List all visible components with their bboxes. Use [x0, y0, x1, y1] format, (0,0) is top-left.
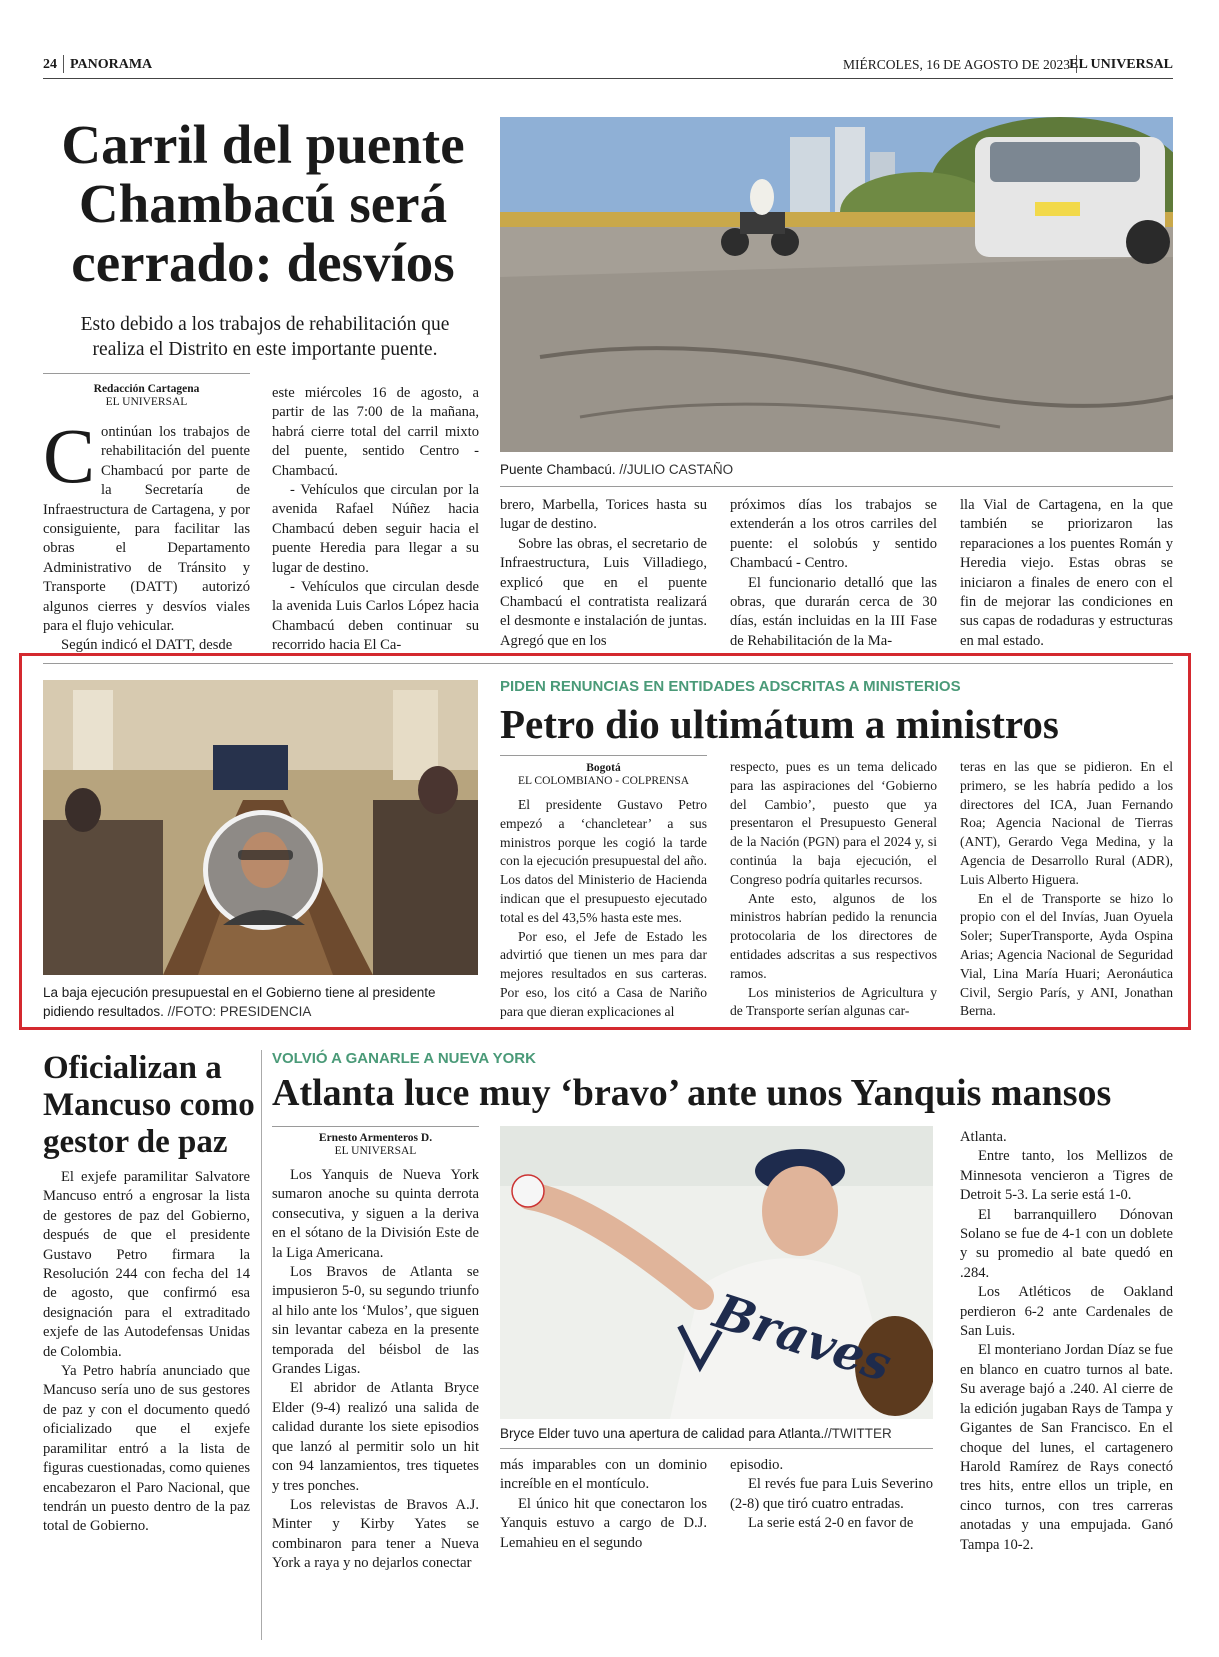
petro-byline-rule [500, 755, 707, 756]
chambacu-column-2 [272, 384, 479, 656]
paragraph: Los Atléticos de Oakland perdieron 6-2 ante Cardenales de San Luis. [960, 1284, 1173, 1340]
newspaper-name: EL UNIVERSAL [1069, 57, 1173, 72]
paragraph: Sobre las obras, el secretario de Infraestructura, Luis Villadiego, explicó que en el puente Chambacú el contratista realizará el desmonte e instalación de juntas. Agregó que en los [500, 535, 707, 649]
chambacu-bridge-photo [500, 117, 1173, 452]
mancuso-headline [43, 1050, 258, 1161]
petro-kicker: PIDEN RENUNCIAS EN ENTIDADES ADSCRITAS A MINISTERIOS [500, 678, 961, 695]
paragraph: - Vehículos que circulan por la avenida Rafael Núñez hacia Chambacú deben seguir hacia el puente Heredia para llegar a su lugar de destino. [272, 482, 479, 576]
story-chambacu-subhead: Esto debido a los trabajos de rehabilitación que realiza el Distrito en este importante puente. [80, 314, 450, 360]
pitcher-scene-image [500, 1126, 933, 1419]
byline-author: Redacción Cartagena [93, 383, 200, 395]
headline-line: cerrado: desvíos [71, 232, 455, 293]
atlanta-photo-rule [500, 1448, 933, 1449]
paragraph: ontinúan los trabajos de rehabilitación del puente Chambacú por parte de la Secretaría de Infraestructura de Cartagena, y por consiguiente, para facilitar las obras el Departamento Administrativo de Tránsito y Transporte (DATT) autorizó algunos cierres y desvíos viales para el flujo vehicular. [43, 424, 250, 635]
atlanta-headline: Atlanta luce muy ‘bravo’ ante unos Yanquis mansos [272, 1072, 1112, 1114]
headline-line: gestor de paz [43, 1124, 228, 1160]
paragraph: Ya Petro habría anunciado que Mancuso sería uno de sus gestores de paz y con el documento quedó oficializado que el exjefe paramilitar entró a la lista de figuras cuestionadas, como quienes encabezaron el Paro Nacional, que tendrán un puesto dentro de la paz total de Gobierno. [43, 1363, 250, 1535]
atlanta-kicker: VOLVIÓ A GANARLE A NUEVA YORK [272, 1050, 536, 1067]
paragraph: Según indicó el DATT, desde [61, 637, 233, 654]
chambacu-column-1 [43, 412, 250, 656]
paragraph: En el de Transporte se hizo lo propio con el del Invías, Juan Oyuela Soler; SuperTransporte, Ayda Ospina Arias; Agencia Nacional de Seguridad Vial, Lina María Huari; Aeronáutica Civil, Sergio París, y ANI, Jonathan Berna. [960, 890, 1173, 1019]
headline-line: Oficializan a [43, 1050, 222, 1086]
petro-headline: Petro dio ultimátum a ministros [500, 701, 1059, 747]
chambacu-photo-rule [500, 486, 1173, 487]
paragraph: Los ministerios de Agricultura y de Transporte serían algunas car- [730, 984, 937, 1019]
page-number: 24 [43, 57, 57, 72]
jersey-text: Braves [707, 1283, 898, 1394]
page-header [43, 55, 1173, 75]
paragraph: más imparables con un dominio increíble en el montículo. [500, 1457, 707, 1493]
paragraph: respecto, pues es un tema delicado para las aspiraciones del ‘Gobierno del Cambio’, puesto que ya presentaron el Presupuesto General de la Nación (PGN) para el 2024 y, si continúa la baja ejecución, el Congreso podría quitarles recursos. [730, 759, 937, 887]
atlanta-column-3 [730, 1456, 933, 1534]
paragraph: Atlanta. [960, 1129, 1007, 1145]
bridge-scene-image [500, 117, 1173, 452]
paragraph: Por eso, el Jefe de Estado les advirtió que tienen un mes para dar mejores resultados en sus carteras. Por eso, los citó a Casa de Nariño para que dieran explicaciones al [500, 928, 707, 1019]
atlanta-column-1 [272, 1166, 479, 1574]
petro-column-2 [730, 758, 937, 1021]
photo-credit: //TWITTER [824, 1426, 892, 1441]
bryce-elder-photo [500, 1126, 933, 1419]
photo-credit: //FOTO: PRESIDENCIA [163, 1004, 312, 1019]
chambacu-byline [43, 383, 250, 409]
paragraph: Los Yanquis de Nueva York sumaron anoche su quinta derrota consecutiva, y siguen a la deriva en el sótano de la División Este de la Liga Americana. [272, 1167, 479, 1261]
paragraph: este miércoles 16 de agosto, a partir de las 7:00 de la mañana, habrá cierre total del carril mixto del puente, sentido Centro - Chambacú. [272, 385, 479, 479]
petro-column-1 [500, 796, 707, 1022]
petro-top-rule [43, 663, 1173, 664]
story-chambacu-headline [43, 115, 483, 292]
headline-line: Mancuso como [43, 1087, 255, 1123]
caption-text: Bryce Elder tuvo una apertura de calidad para Atlanta. [500, 1426, 825, 1441]
paragraph: - Vehículos que circulan desde la avenida Luis Carlos López hacia Chambacú deben continuar su recorrido hacia El Ca- [272, 579, 479, 654]
atlanta-column-2 [500, 1456, 707, 1553]
headline-line: Carril del puente [61, 114, 465, 175]
petro-byline [500, 762, 707, 788]
paragraph: El presidente Gustavo Petro empezó a ‘chancletear’ a sus ministros porque les cogió la tarde con la ejecución presupuestal del año. Los datos del Ministerio de Hacienda indican que el presupuesto ejecutado total es del 43,5% hasta este mes. [500, 797, 707, 925]
section-name: PANORAMA [70, 57, 153, 72]
petro-meeting-photo [43, 680, 478, 975]
atlanta-column-4 [960, 1128, 1173, 1555]
meeting-scene-image [43, 680, 478, 975]
paragraph: El exjefe paramilitar Salvatore Mancuso entró a engrosar la lista de gestores de paz del Gobierno, después de que el presidente Gustavo Petro firmara la Resolución 244 con fecha del 14 de agosto, que confirmó esa designación para el extraditado exjefe de las Autodefensas Unidas de Colombia. [43, 1169, 250, 1360]
chambacu-photo-caption [500, 460, 1173, 479]
byline-author: Ernesto Armenteros D. [318, 1132, 433, 1144]
paragraph: La serie está 2-0 en favor de [748, 1515, 914, 1532]
petro-photo-caption [43, 983, 478, 1021]
petro-column-3 [960, 758, 1173, 1021]
drop-cap: C [43, 412, 96, 499]
caption-text: La baja ejecución presupuestal en el Gobierno tiene al presidente pidiendo resultados. [43, 985, 436, 1019]
byline-outlet: EL COLOMBIANO - COLPRENSA [517, 775, 690, 787]
byline-author: Bogotá [586, 762, 621, 774]
atlanta-photo-caption [500, 1424, 933, 1443]
chambacu-column-4 [730, 496, 937, 651]
paragraph: brero, Marbella, Torices hasta su lugar de destino. [500, 497, 707, 533]
paragraph: El monteriano Jordan Díaz se fue en blanco en cuatro turnos al bate. Su average bajó a .240. Al cierre de la edición jugaban Rays de Tampa y Gigantes de San Francisco. En el choque del lunes, el cartagenero Harold Ramírez de Rays conectó tres hits, entre ellos un triple, en cinco turnos, con tres carreras anotadas y una empujada. Ganó Tampa 10-2. [960, 1342, 1173, 1553]
column-divider [261, 1050, 262, 1640]
caption-text: Puente Chambacú. [500, 462, 616, 477]
chambacu-column-3 [500, 496, 707, 651]
byline-outlet: EL UNIVERSAL [105, 396, 188, 408]
byline-rule [43, 373, 250, 374]
paragraph: El único hit que conectaron los Yanquis estuvo a cargo de D.J. Lemahieu en el segundo [500, 1495, 707, 1551]
paragraph: Entre tanto, los Mellizos de Minnesota vencieron a Tigres de Detroit 5-3. La serie está 1-0. [960, 1148, 1173, 1204]
paragraph: Ante esto, algunos de los ministros habrían pedido la renuncia protocolaria de los directores de entidades adscritas a sus respectivos ramos. [730, 890, 937, 981]
paragraph: Los Bravos de Atlanta se impusieron 5-0, su segundo triunfo al hilo ante los ‘Mulos’, que siguen sin levantar cabeza en la presente temporada del béisbol de las Grandes Ligas. [272, 1264, 479, 1378]
header-rule [43, 78, 1173, 79]
paragraph: Los relevistas de Bravos A.J. Minter y Kirby Yates se combinaron para tener a Nueva York a raya y no dejarlos conectar [272, 1496, 479, 1572]
paragraph: teras en las que se pidieron. En el primero, se les habría pedido a los directores del ICA, Juan Fernando Roa; Agencia Nacional de Tierras (ANT), Gerardo Vega Medina, y la Agencia de Desarrollo Rural (ADR), Luis Alberto Higuera. [960, 759, 1173, 887]
paragraph: lla Vial de Cartagena, en la que también se priorizaron las reparaciones a los puentes Román y Heredia viejo. Estas obras se iniciaron a finales de enero con el fin de mejorar las condiciones en sus capas de rodaduras y estructuras en mal estado. [960, 497, 1173, 649]
byline-outlet: EL UNIVERSAL [334, 1145, 417, 1157]
chambacu-column-5 [960, 496, 1173, 651]
paragraph: próximos días los trabajos se extenderán a los otros carriles del puente: el solobús y sentido Chambacú - Centro. [730, 497, 937, 572]
paragraph: El abridor de Atlanta Bryce Elder (9-4) realizó una salida de calidad durante los siete episodios que lanzó al permitir solo un hit con 94 lanzamientos, tres tiquetes y tres ponches. [272, 1380, 479, 1494]
atlanta-byline [272, 1132, 479, 1158]
paragraph: episodio. [730, 1457, 784, 1473]
issue-date: MIÉRCOLES, 16 DE AGOSTO DE 2023 [842, 57, 1070, 72]
paragraph: El revés fue para Luis Severino (2-8) que tiró cuatro entradas. [730, 1476, 933, 1512]
header-separator-left [63, 55, 64, 73]
atlanta-byline-rule [272, 1126, 479, 1127]
paragraph: El barranquillero Dónovan Solano se fue de 4-1 con un doblete y su promedio al bate quedó en .284. [960, 1206, 1173, 1281]
paragraph: El funcionario detalló que las obras, que durarán cerca de 30 días, están incluidas en la III Fase de Rehabilitación de la Ma- [730, 574, 937, 649]
mancuso-body [43, 1168, 250, 1537]
photo-credit: //JULIO CASTAÑO [615, 462, 734, 477]
headline-line: Chambacú será [78, 173, 448, 234]
